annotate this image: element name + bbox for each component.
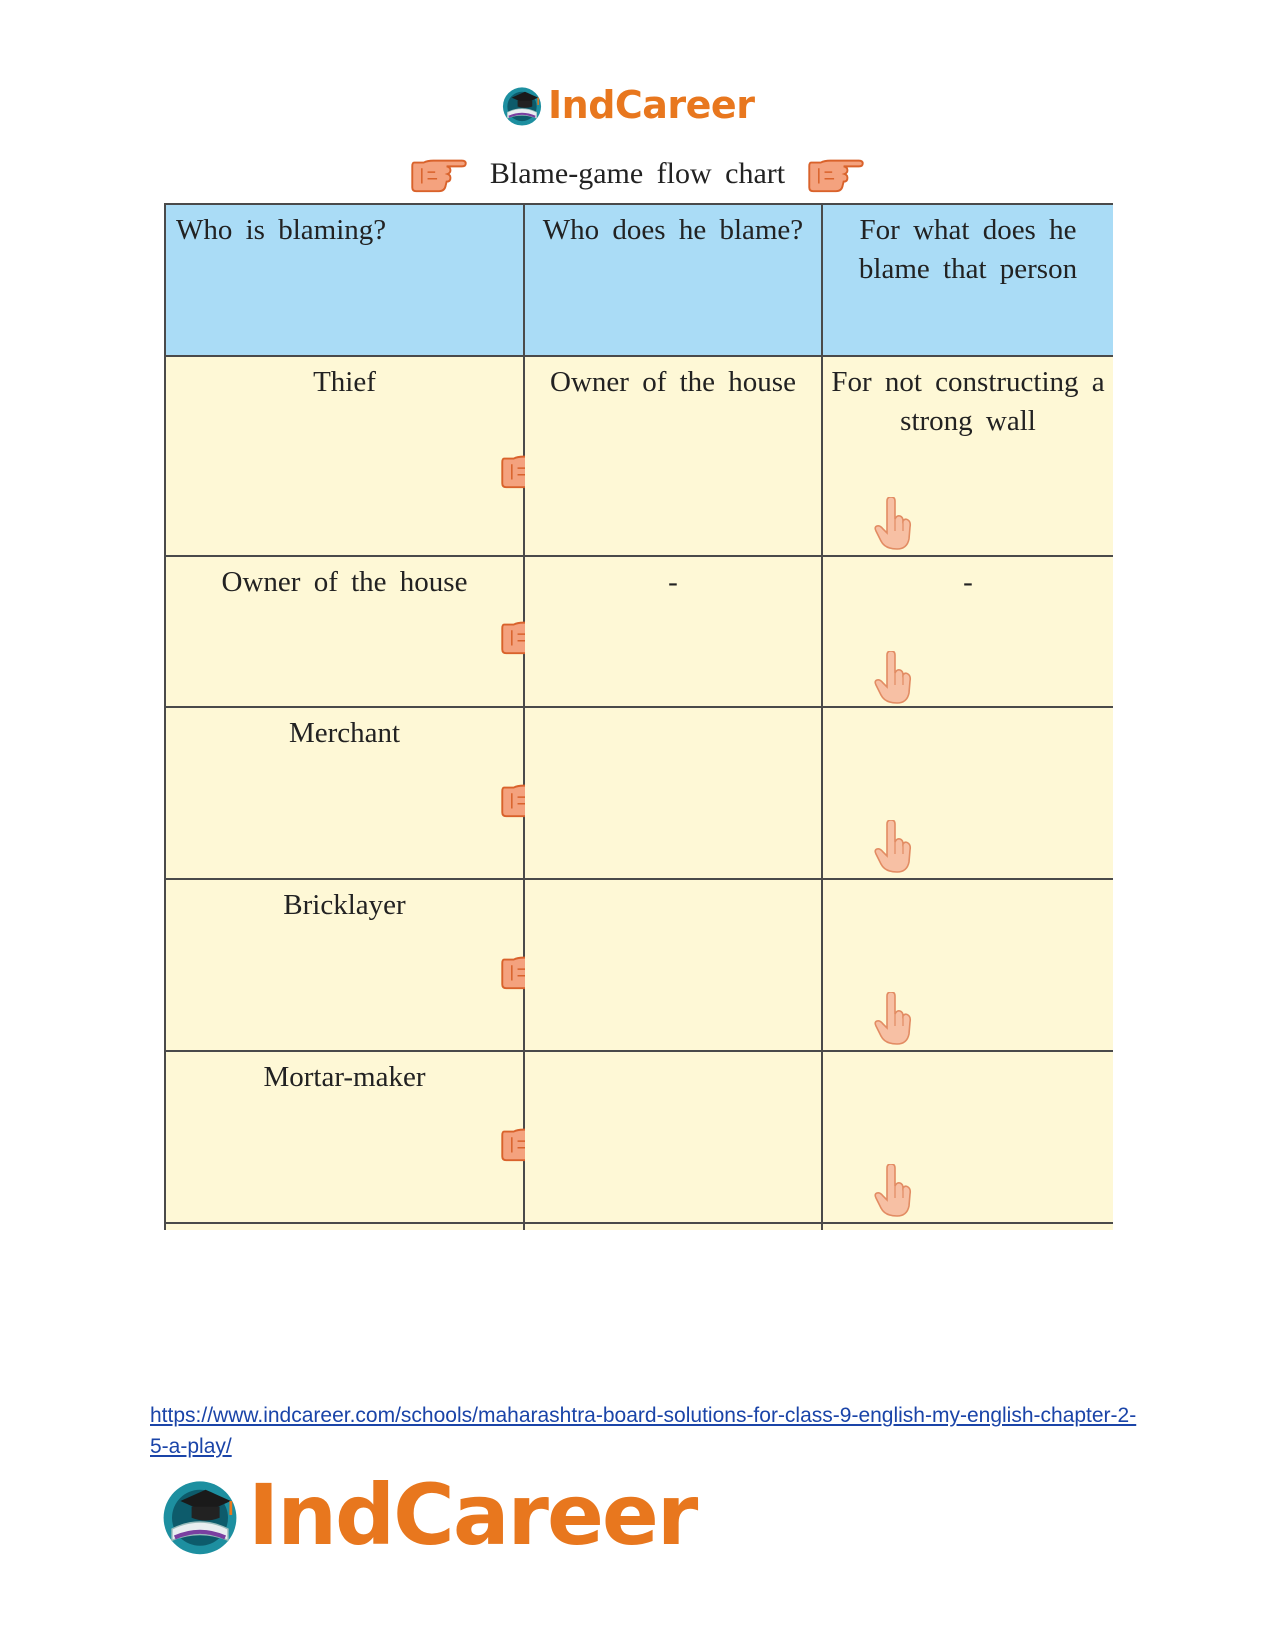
graduation-cap-logo-icon <box>158 1473 242 1557</box>
cell-who: Bricklayer <box>165 879 524 1051</box>
cell-whom: - <box>524 556 822 707</box>
table-row <box>165 556 1113 707</box>
cell-whom <box>524 707 822 879</box>
cell-why <box>822 707 1113 879</box>
cell-who: Thief <box>165 356 524 556</box>
header-who-blamed: Who does he blame? <box>524 204 822 356</box>
cell-why <box>822 1051 1113 1223</box>
top-logo <box>500 80 754 130</box>
bottom-logo <box>158 1466 697 1564</box>
header-blame-reason: For what does he blame that person <box>822 204 1113 356</box>
cell-whom <box>524 1051 822 1223</box>
pointing-up-hand-icon <box>873 992 913 1046</box>
cell-who: Owner of the house <box>165 556 524 707</box>
pointing-up-hand-icon <box>873 497 913 551</box>
cell-why: - <box>822 556 1113 707</box>
table-row <box>165 707 1113 879</box>
table-row <box>165 1051 1113 1223</box>
cell-who: Merchant <box>165 707 524 879</box>
chart-title: Blame-game flow chart <box>489 157 786 190</box>
pointing-up-hand-icon <box>873 1164 913 1218</box>
cell-whom: Owner of the house <box>524 356 822 556</box>
cell-whom <box>524 879 822 1051</box>
cell-why: For not constructing a strong wall <box>822 356 1113 556</box>
pointing-right-hand-icon <box>410 153 468 195</box>
table-row <box>165 879 1113 1051</box>
header-row <box>165 204 1113 356</box>
source-link[interactable]: https://www.indcareer.com/schools/maharashtra-board-solutions-for-class-9-english-my-english-chapter-2-5-a-play/ <box>150 1404 1137 1458</box>
cell-who: Mortar-maker <box>165 1051 524 1223</box>
blame-game-table <box>164 203 1113 1230</box>
pointing-up-hand-icon <box>873 820 913 874</box>
pointing-right-hand-icon <box>807 153 865 195</box>
graduation-cap-logo-icon <box>500 83 544 127</box>
cell-why <box>822 879 1113 1051</box>
table-row-cut-off <box>165 1223 1113 1230</box>
flow-chart-table <box>164 203 1113 1230</box>
chart-title-bar <box>0 152 1275 196</box>
table-row <box>165 356 1113 556</box>
header-who-blaming: Who is blaming? <box>165 204 524 356</box>
pointing-up-hand-icon <box>873 651 913 705</box>
top-brand-name: IndCareer <box>548 83 755 127</box>
bottom-brand-name: IndCareer <box>248 1466 697 1564</box>
